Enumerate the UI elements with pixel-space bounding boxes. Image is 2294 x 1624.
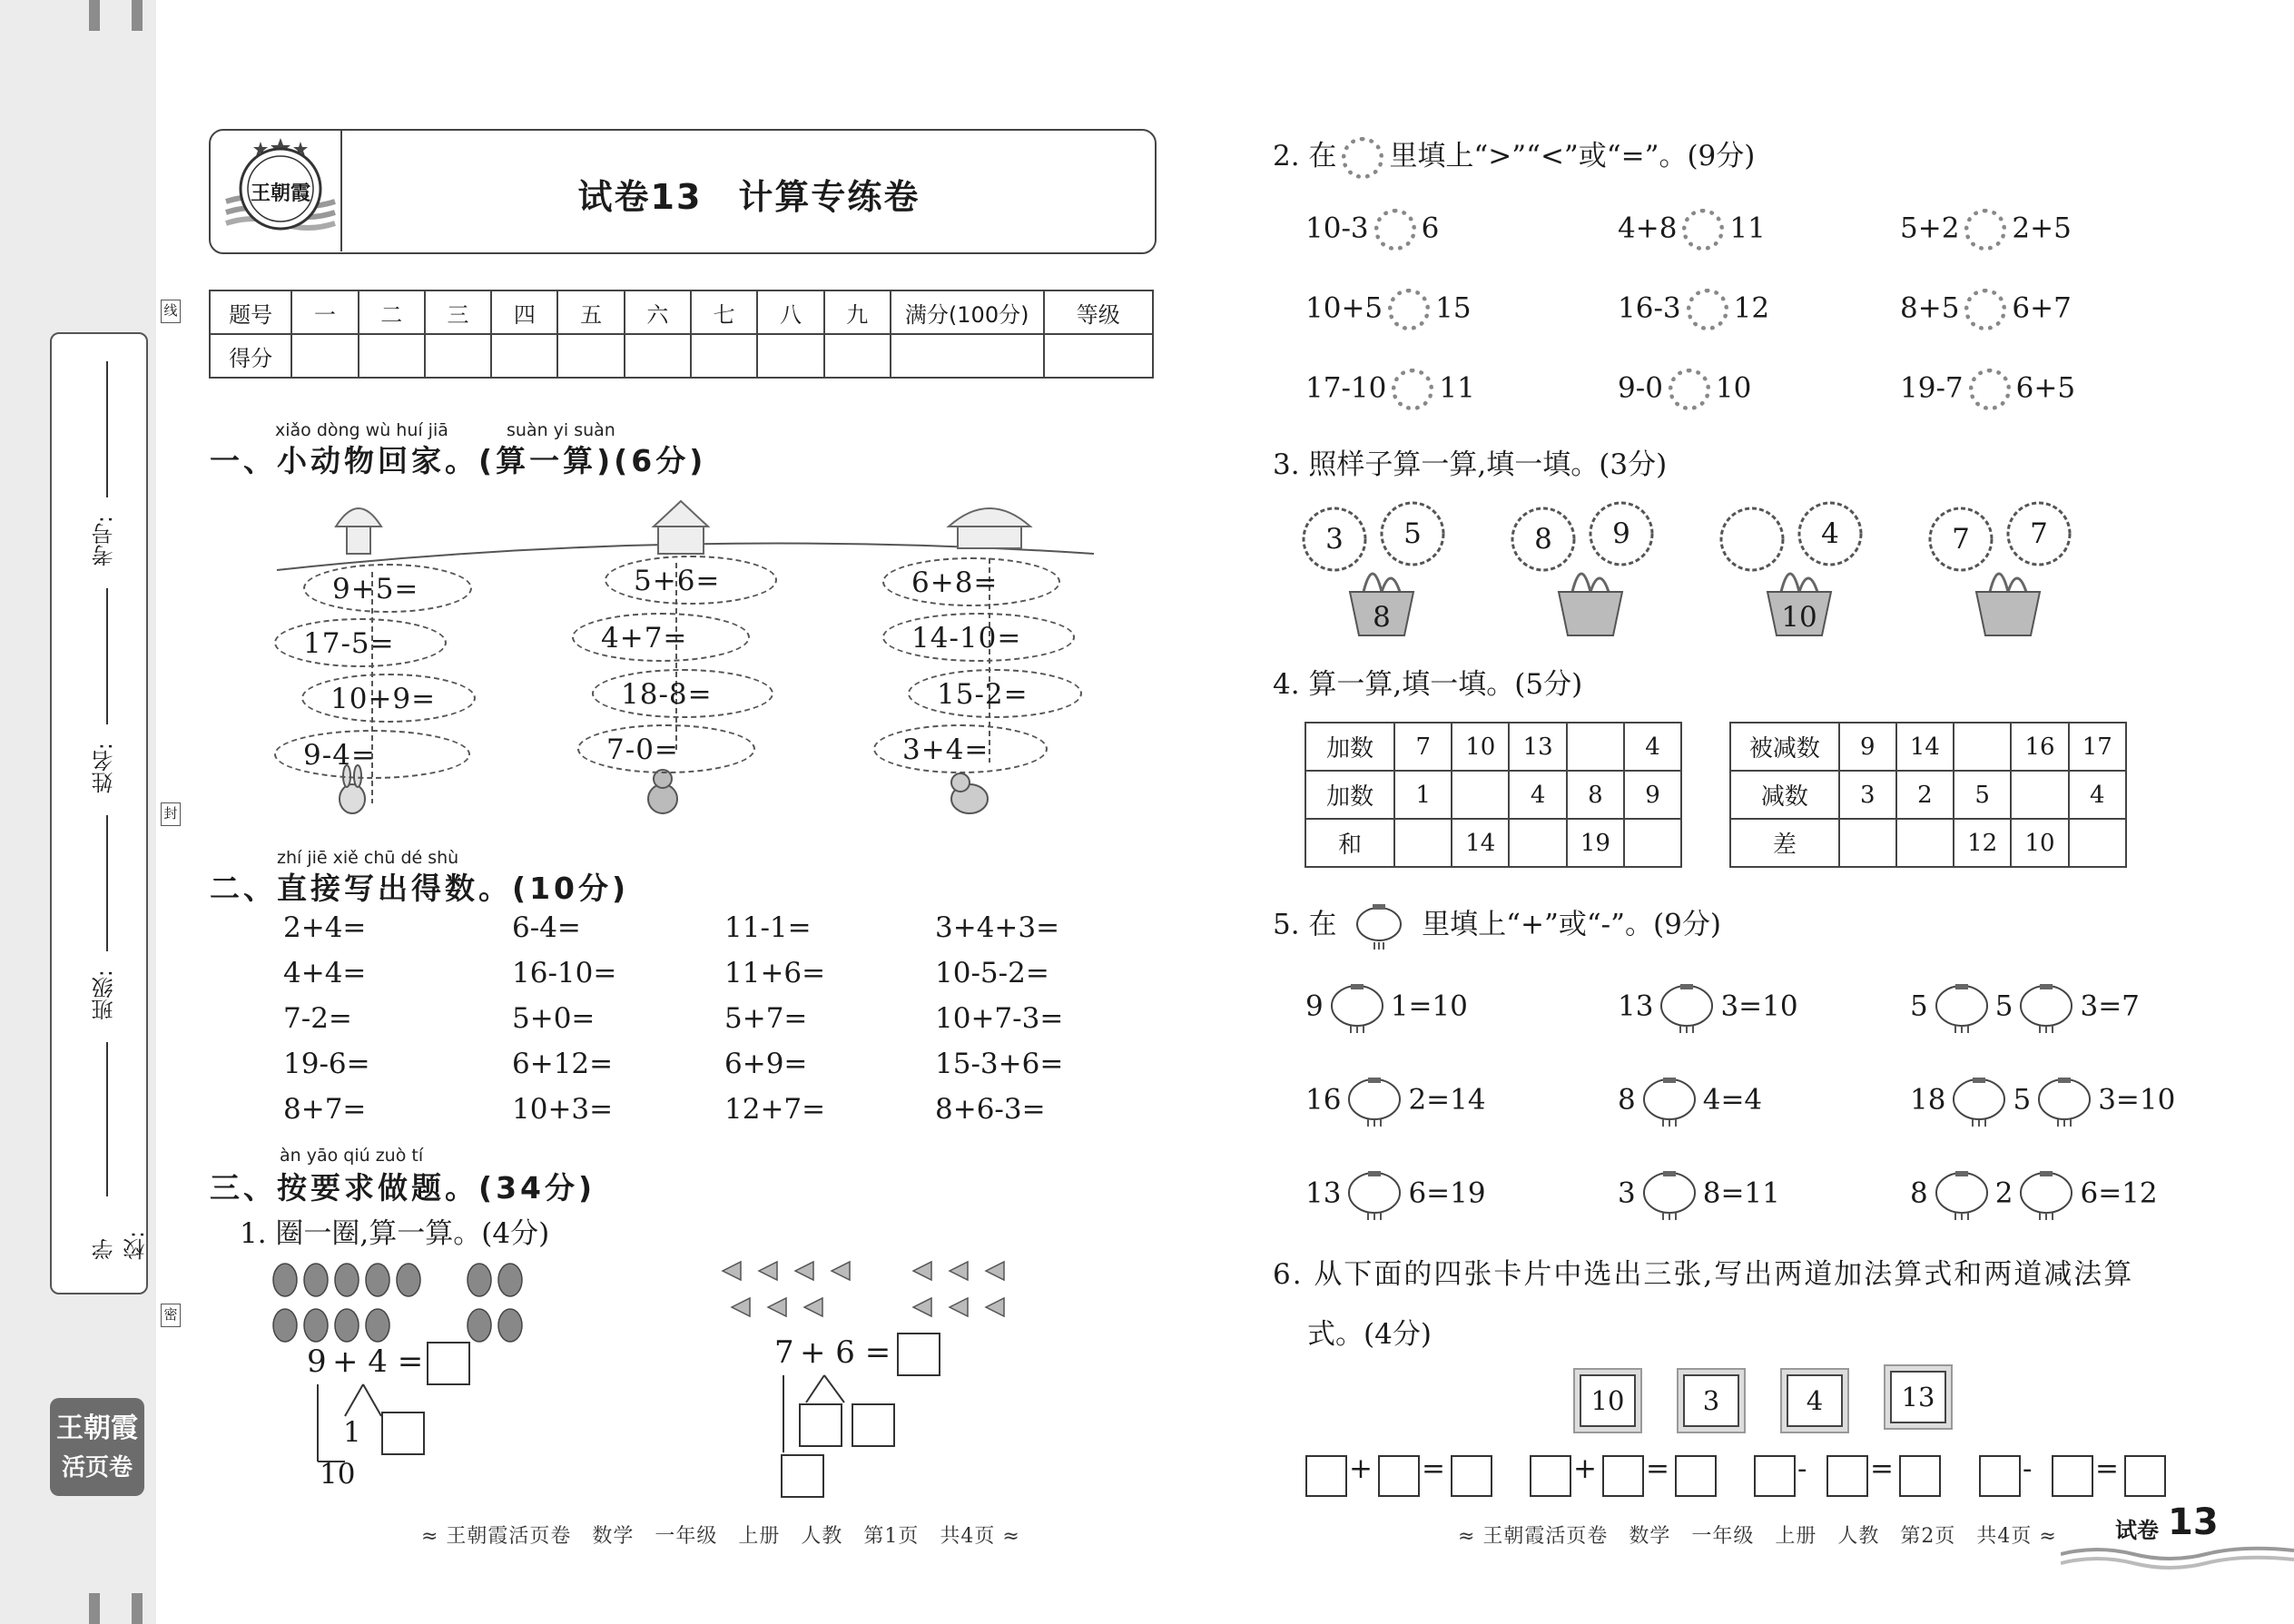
calc-item: 8+7= bbox=[283, 1093, 367, 1126]
answer-box[interactable] bbox=[897, 1333, 940, 1376]
answer-box[interactable] bbox=[852, 1403, 895, 1447]
calc-item: 8+6-3= bbox=[935, 1093, 1046, 1126]
answer-box[interactable] bbox=[1378, 1455, 1420, 1497]
calc-item: 4+4= bbox=[283, 957, 367, 989]
compare-answer-circle[interactable] bbox=[1964, 289, 2006, 330]
sign-answer-lantern[interactable] bbox=[1638, 1169, 1701, 1220]
punch-hole bbox=[132, 1593, 143, 1624]
section1-pinyin-b: suàn yi suàn bbox=[507, 420, 615, 440]
operator-sign: - bbox=[2023, 1452, 2033, 1485]
compare-item: 19-7 6+5 bbox=[1900, 369, 2075, 410]
sign-answer-lantern[interactable] bbox=[1655, 982, 1718, 1033]
answer-box[interactable] bbox=[1602, 1455, 1644, 1497]
flower-pot bbox=[1718, 501, 1881, 637]
flower-pot-number[interactable]: 8 bbox=[1373, 601, 1391, 634]
calc-item: 12+7= bbox=[724, 1093, 826, 1126]
number-card: 4 bbox=[1787, 1374, 1843, 1427]
answer-box[interactable] bbox=[1979, 1455, 2021, 1497]
publisher-logo bbox=[222, 136, 340, 243]
flower-pot-number[interactable]: 10 bbox=[1781, 601, 1817, 634]
equals-sign: = bbox=[2095, 1452, 2119, 1485]
calc-item: 6+12= bbox=[512, 1048, 614, 1080]
calc-item: 3+4+3= bbox=[935, 911, 1060, 944]
compare-answer-circle[interactable] bbox=[1388, 289, 1430, 330]
answer-box[interactable] bbox=[781, 1454, 824, 1498]
brand-badge-line2: 活页卷 bbox=[61, 1454, 133, 1481]
section2-title: 二、直接写出得数。(10分) bbox=[210, 871, 630, 906]
equation-bubble[interactable]: 15-2= bbox=[908, 669, 1082, 718]
footer-left: ≈ 王朝霞活页卷 数学 一年级 上册 人教 第1页 共4页 ≈ bbox=[421, 1525, 1020, 1548]
flower-pot bbox=[1509, 501, 1672, 637]
q1-left-first-number: 9 bbox=[307, 1343, 327, 1380]
score-cell[interactable] bbox=[691, 334, 757, 378]
score-cell[interactable] bbox=[824, 334, 891, 378]
answer-box[interactable] bbox=[1754, 1455, 1796, 1497]
domed-house-icon bbox=[949, 508, 1030, 548]
sign-item: 13 3=10 bbox=[1618, 982, 1798, 1033]
equals-sign: = bbox=[1870, 1452, 1894, 1485]
compare-item: 9-0 10 bbox=[1618, 369, 1751, 410]
equation-bubble[interactable]: 3+4= bbox=[873, 724, 1048, 773]
flower-petal-number[interactable]: 5 bbox=[1403, 517, 1422, 550]
sign-item: 13 6=19 bbox=[1305, 1169, 1486, 1220]
sign-answer-lantern[interactable] bbox=[2033, 1076, 2096, 1127]
compare-answer-circle[interactable] bbox=[1969, 369, 2011, 410]
q1-left-split-number: 1 bbox=[343, 1416, 361, 1449]
score-cell[interactable] bbox=[291, 334, 358, 378]
sign-answer-lantern[interactable] bbox=[2014, 982, 2078, 1033]
sign-item: 16 2=14 bbox=[1305, 1076, 1486, 1127]
equation-bubble[interactable]: 9-4= bbox=[274, 730, 470, 779]
compare-item: 4+8 11 bbox=[1618, 209, 1766, 251]
score-label: 得分 bbox=[210, 334, 291, 378]
elephant-icon bbox=[951, 773, 988, 813]
flower-petal-number[interactable]: 3 bbox=[1325, 523, 1344, 556]
compare-answer-circle[interactable] bbox=[1687, 289, 1728, 330]
punch-hole bbox=[89, 1593, 100, 1624]
answer-box[interactable] bbox=[1451, 1455, 1492, 1497]
number-card: 3 bbox=[1683, 1374, 1739, 1427]
sign-answer-lantern[interactable] bbox=[1325, 982, 1389, 1033]
calc-item: 10-5-2= bbox=[935, 957, 1049, 989]
flower-petal-number[interactable]: 4 bbox=[1821, 517, 1839, 550]
score-cell[interactable] bbox=[1044, 334, 1153, 378]
answer-box[interactable] bbox=[427, 1342, 470, 1385]
compare-circle-icon bbox=[1342, 137, 1383, 179]
section1-pinyin-a: xiǎo dòng wù huí jiā bbox=[275, 420, 448, 440]
calc-item: 6-4= bbox=[512, 911, 581, 944]
compare-item: 8+5 6+7 bbox=[1900, 289, 2072, 330]
bear-icon bbox=[648, 770, 677, 813]
equation-bubble[interactable]: 14-10= bbox=[882, 613, 1075, 662]
sign-item: 18 5 3=10 bbox=[1910, 1076, 2175, 1127]
school-field[interactable] bbox=[52, 1042, 149, 1260]
brand-badge-line1: 王朝霞 bbox=[56, 1412, 138, 1444]
compare-item: 10+5 15 bbox=[1305, 289, 1472, 330]
sign-item: 5 5 3=7 bbox=[1910, 982, 2140, 1033]
punch-hole bbox=[89, 0, 100, 31]
calc-item: 11-1= bbox=[724, 911, 812, 944]
equation-bubble[interactable]: 17-5= bbox=[274, 618, 447, 667]
compare-answer-circle[interactable] bbox=[1964, 209, 2006, 251]
q4-title: 4. 算一算,填一填。(5分) bbox=[1273, 668, 1583, 701]
mushroom-house-icon bbox=[336, 508, 381, 554]
flower-petal-number[interactable]: 8 bbox=[1534, 523, 1552, 556]
calc-item: 6+9= bbox=[724, 1048, 808, 1080]
name-field[interactable] bbox=[52, 588, 146, 806]
page-title: 试卷13 计算专练卷 bbox=[577, 177, 921, 217]
sign-item: 8 2 6=12 bbox=[1910, 1169, 2158, 1220]
answer-box[interactable] bbox=[2124, 1455, 2166, 1497]
score-cell[interactable] bbox=[625, 334, 691, 378]
score-table bbox=[209, 290, 1154, 379]
score-table-header-row: 题号 一 二 三 四 五 六 七 八 九 满分(100分) 等级 bbox=[210, 290, 1153, 334]
calc-item: 19-6= bbox=[283, 1048, 370, 1080]
class-label: 班级: bbox=[92, 969, 117, 1021]
sign-answer-lantern[interactable] bbox=[1343, 1169, 1406, 1220]
equation-bubble[interactable]: 9+5= bbox=[303, 564, 472, 613]
score-cell[interactable] bbox=[425, 334, 491, 378]
operator-sign: + bbox=[1573, 1452, 1597, 1485]
sign-item: 3 8=11 bbox=[1618, 1169, 1780, 1220]
equals-sign: = bbox=[1646, 1452, 1669, 1485]
corner-number: 13 bbox=[2168, 1501, 2219, 1543]
calc-item: 10+3= bbox=[512, 1093, 614, 1126]
equation-bubble[interactable]: 4+7= bbox=[572, 613, 750, 662]
flower-pot-icon bbox=[1509, 501, 1672, 637]
calc-item: 5+0= bbox=[512, 1002, 596, 1035]
score-table-score-row bbox=[210, 334, 1153, 378]
operator-sign: - bbox=[1797, 1452, 1807, 1485]
seal-mark-seal: 封 bbox=[161, 802, 181, 826]
flower-pot bbox=[1300, 501, 1463, 637]
sign-answer-lantern[interactable] bbox=[1343, 1076, 1406, 1127]
sign-answer-lantern[interactable] bbox=[1947, 1076, 2011, 1127]
footer-right: ≈ 王朝霞活页卷 数学 一年级 上册 人教 第2页 共4页 ≈ bbox=[1458, 1525, 2057, 1548]
answer-box[interactable] bbox=[381, 1412, 425, 1455]
section3-q1-title: 1. 圈一圈,算一算。(4分) bbox=[240, 1217, 550, 1250]
equation-bubble[interactable]: 6+8= bbox=[882, 557, 1060, 606]
class-field[interactable] bbox=[52, 815, 146, 1033]
sign-item: 8 4=4 bbox=[1618, 1076, 1762, 1127]
score-cell[interactable] bbox=[891, 334, 1044, 378]
section3-title: 三、按要求做题。(34分) bbox=[210, 1170, 596, 1206]
q2-title: 2. 在 里填上“>”“<”或“=”。(9分) bbox=[1273, 133, 1755, 179]
q1-right-expression: + 6 = bbox=[800, 1334, 891, 1371]
score-cell[interactable] bbox=[557, 334, 624, 378]
compare-item: 16-3 12 bbox=[1618, 289, 1769, 330]
section2-pinyin: zhí jiē xiě chū dé shù bbox=[277, 848, 459, 868]
equals-sign: = bbox=[1422, 1452, 1445, 1485]
equation-bubble[interactable]: 18-8= bbox=[592, 669, 773, 718]
brand-badge bbox=[50, 1398, 144, 1496]
school-label: 学校: bbox=[92, 1230, 149, 1260]
equation-bubble[interactable]: 7-0= bbox=[577, 724, 755, 773]
sign-answer-lantern[interactable] bbox=[1930, 982, 1994, 1033]
q6-title-line1: 6. 从下面的四张卡片中选出三张,写出两道加法算式和两道减法算 bbox=[1273, 1258, 2134, 1291]
flower-petal-number[interactable]: 7 bbox=[2030, 517, 2048, 550]
lantern-icon bbox=[1347, 901, 1411, 951]
answer-box[interactable] bbox=[1899, 1455, 1941, 1497]
q3-title: 3. 照样子算一算,填一填。(3分) bbox=[1273, 448, 1668, 481]
equation-bubble[interactable]: 10+9= bbox=[301, 674, 476, 723]
operator-sign: + bbox=[1349, 1452, 1373, 1485]
q5-title: 5. 在 里填上“+”或“-”。(9分) bbox=[1273, 901, 1721, 951]
flower-petal-number[interactable]: 9 bbox=[1612, 517, 1630, 550]
compare-answer-circle[interactable] bbox=[1682, 209, 1724, 251]
score-cell[interactable] bbox=[491, 334, 557, 378]
compare-answer-circle[interactable] bbox=[1374, 209, 1416, 251]
compare-item: 5+2 2+5 bbox=[1900, 209, 2072, 251]
q1-left-expression: + 4 = bbox=[332, 1343, 424, 1380]
q6-title-line2: 式。(4分) bbox=[1307, 1318, 1432, 1351]
q1-left-ten: 10 bbox=[320, 1458, 356, 1491]
score-cell[interactable] bbox=[757, 334, 823, 378]
calc-item: 10+7-3= bbox=[935, 1002, 1064, 1035]
calc-item: 7-2= bbox=[283, 1002, 352, 1035]
compare-answer-circle[interactable] bbox=[1392, 369, 1433, 410]
sign-item: 9 1=10 bbox=[1305, 982, 1468, 1033]
equation-bubble[interactable]: 5+6= bbox=[605, 556, 777, 605]
compare-item: 17-10 11 bbox=[1305, 369, 1475, 410]
name-label: 姓名: bbox=[92, 743, 117, 794]
q1-right-first-number: 7 bbox=[774, 1334, 794, 1371]
calc-item: 15-3+6= bbox=[935, 1048, 1064, 1080]
pineapple-group-icon bbox=[269, 1251, 541, 1351]
exam-number-field[interactable] bbox=[52, 361, 146, 579]
compare-answer-circle[interactable] bbox=[1669, 369, 1710, 410]
ginkgo-leaf-group-icon bbox=[714, 1253, 1022, 1325]
flower-pot-icon bbox=[1926, 501, 2090, 637]
sign-answer-lantern[interactable] bbox=[1638, 1076, 1701, 1127]
calc-item: 11+6= bbox=[724, 957, 826, 989]
logo-text: 王朝霞 bbox=[250, 182, 310, 205]
number-card: 13 bbox=[1890, 1371, 1946, 1423]
sign-answer-lantern[interactable] bbox=[1930, 1169, 1994, 1220]
answer-box[interactable] bbox=[1826, 1455, 1868, 1497]
exam-number-label: 考号: bbox=[92, 516, 117, 567]
addition-table: 加数 7 10 13 4 加数 1 4 8 9 和 14 19 bbox=[1305, 722, 1682, 868]
score-cell[interactable] bbox=[359, 334, 425, 378]
answer-box[interactable] bbox=[1305, 1455, 1347, 1497]
calc-item: 2+4= bbox=[283, 911, 367, 944]
seal-mark-line: 线 bbox=[161, 300, 181, 323]
answer-box[interactable] bbox=[1530, 1455, 1571, 1497]
compare-item: 10-3 6 bbox=[1305, 209, 1439, 251]
punch-hole bbox=[132, 0, 143, 31]
subtraction-table: 被减数 9 14 16 17 减数 3 2 5 4 差 12 10 bbox=[1729, 722, 2127, 868]
corner-label: 试卷 bbox=[2115, 1518, 2159, 1543]
sign-answer-lantern[interactable] bbox=[2014, 1169, 2078, 1220]
calc-item: 5+7= bbox=[724, 1002, 808, 1035]
seal-mark-secret: 密 bbox=[161, 1304, 181, 1327]
student-info-panel bbox=[50, 332, 148, 1294]
answer-box[interactable] bbox=[799, 1403, 842, 1447]
answer-box[interactable] bbox=[2052, 1455, 2093, 1497]
answer-box[interactable] bbox=[1675, 1455, 1717, 1497]
section3-pinyin: àn yāo qiú zuò tí bbox=[280, 1146, 424, 1166]
number-card: 10 bbox=[1580, 1374, 1636, 1427]
flower-petal-number[interactable]: 7 bbox=[1952, 523, 1970, 556]
cottage-house-icon bbox=[654, 501, 708, 554]
calc-item: 16-10= bbox=[512, 957, 617, 989]
flower-pot bbox=[1926, 501, 2090, 637]
section1-title: 一、小动物回家。(算一算)(6分) bbox=[210, 443, 707, 478]
